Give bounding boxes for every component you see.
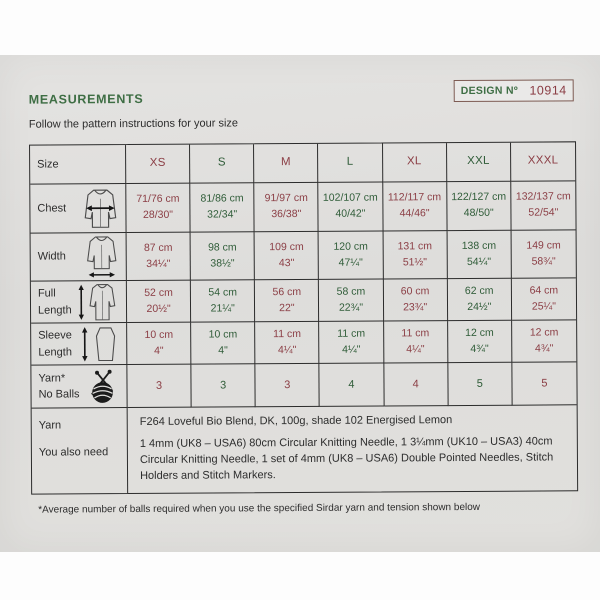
sleeve-length-arrow-icon bbox=[78, 325, 120, 363]
size-col-xs: XS bbox=[126, 145, 190, 184]
full-length-cm-s: 54 cm bbox=[208, 286, 237, 299]
size-header-cell bbox=[30, 145, 126, 185]
you-also-need-text: 1 4mm (UK8 – USA6) 80cm Circular Knitting Needle, 1 3¼mm (UK10 – USA3) 40cm Circular Knitting Needle, 1 set of 4mm (UK8 – USA6) Double Pointed Needles, Stitch Holders and Stitch Markers. bbox=[139, 435, 554, 482]
page-subtitle: Follow the pattern instructions for your size bbox=[28, 117, 239, 131]
width-value-xs bbox=[127, 233, 191, 281]
size-col-s: S bbox=[190, 144, 254, 183]
chest-in-xs: 28/30" bbox=[142, 208, 174, 221]
full-length-in-l: 22¾" bbox=[338, 301, 364, 314]
width-in-s: 38½" bbox=[210, 256, 235, 270]
width-value-xl bbox=[383, 231, 447, 279]
width-value-m bbox=[255, 232, 319, 280]
sleeve-length-value-xxl bbox=[448, 321, 512, 363]
chest-value-xxl bbox=[447, 182, 511, 231]
full-length-row-label-cell bbox=[31, 281, 127, 324]
chest-cm-xxl: 122/127 cm bbox=[451, 190, 507, 204]
width-in-l: 47¼" bbox=[338, 256, 363, 269]
chest-in-m: 36/38" bbox=[271, 207, 302, 221]
full-length-in-m: 22" bbox=[279, 301, 295, 314]
sleeve-cm-xxl: 12 cm bbox=[465, 326, 494, 339]
full-length-value-l bbox=[319, 279, 383, 321]
full-length-cm-xxxl: 64 cm bbox=[529, 284, 559, 297]
design-number-box bbox=[454, 79, 574, 102]
width-cm-xs: 87 cm bbox=[143, 241, 173, 254]
chest-in-l: 40/42" bbox=[335, 207, 366, 220]
width-value-xxxl bbox=[511, 230, 575, 278]
balls-value-xl: 4 bbox=[384, 363, 448, 406]
full-length-row-label: Full Length bbox=[37, 287, 72, 317]
chest-value-xs bbox=[126, 184, 190, 233]
yarn-info-label-cell bbox=[32, 408, 129, 494]
full-length-value-xxxl bbox=[512, 278, 576, 320]
sleeve-length-value-xl bbox=[384, 321, 448, 363]
balls-value-xxl: 5 bbox=[448, 363, 512, 406]
width-value-s bbox=[191, 232, 255, 280]
sleeve-length-row-label-cell bbox=[31, 323, 127, 366]
full-length-in-xxxl: 25¼" bbox=[531, 299, 557, 313]
full-length-value-s bbox=[191, 280, 255, 322]
size-col-xl: XL bbox=[383, 143, 447, 182]
design-number-value: 10914 bbox=[529, 83, 567, 98]
sleeve-length-row-label: Sleeve Length bbox=[38, 329, 72, 359]
chest-cm-xl: 112/117 cm bbox=[387, 191, 442, 204]
sleeve-length-value-l bbox=[320, 321, 384, 363]
width-row-label: Width bbox=[37, 250, 66, 263]
chest-value-s bbox=[190, 183, 254, 232]
sleeve-in-xl: 4¼" bbox=[406, 342, 425, 355]
chest-row-label-cell bbox=[30, 184, 126, 234]
full-length-value-xxl bbox=[448, 279, 512, 321]
page-title: MEASUREMENTS bbox=[28, 91, 144, 107]
width-value-l bbox=[319, 231, 383, 279]
width-in-m: 43" bbox=[278, 256, 295, 269]
chest-in-xxl: 48/50" bbox=[463, 206, 494, 219]
chest-value-m bbox=[255, 183, 319, 232]
sleeve-length-value-xs bbox=[127, 323, 191, 365]
balls-value-m: 3 bbox=[256, 364, 320, 407]
full-length-cm-xl: 60 cm bbox=[400, 284, 430, 298]
sleeve-in-xxxl: 4¾" bbox=[534, 341, 554, 355]
yarn-ball-icon bbox=[84, 367, 120, 405]
chest-row-label: Chest bbox=[37, 202, 67, 215]
you-also-need-label: You also need bbox=[38, 445, 109, 459]
sweater-chest-arrow-icon bbox=[81, 187, 119, 229]
balls-value-xs: 3 bbox=[127, 365, 191, 408]
full-length-in-xs: 20½" bbox=[146, 302, 171, 315]
sleeve-in-l: 4¼" bbox=[342, 343, 361, 356]
sleeve-length-value-m bbox=[255, 322, 319, 364]
chest-cm-l: 102/107 cm bbox=[322, 191, 378, 205]
width-cm-xxl: 138 cm bbox=[461, 239, 497, 252]
sleeve-length-value-s bbox=[191, 322, 255, 364]
yarn-info-content-cell bbox=[128, 405, 578, 493]
design-number-label: DESIGN Nº bbox=[460, 84, 519, 98]
size-col-xxxl: XXXL bbox=[511, 142, 575, 181]
width-cm-l: 120 cm bbox=[333, 240, 368, 253]
chest-in-xl: 44/46" bbox=[399, 207, 430, 220]
sleeve-length-value-xxxl bbox=[512, 320, 576, 362]
sleeve-cm-xs: 10 cm bbox=[144, 328, 174, 341]
paper-sheet bbox=[0, 55, 600, 552]
width-cm-s: 98 cm bbox=[208, 241, 237, 254]
full-length-in-xxl: 24½" bbox=[467, 300, 492, 313]
width-cm-m: 109 cm bbox=[269, 240, 304, 253]
yarn-description: F264 Loveful Bio Blend, DK, 100g, shade 102 Energised Lemon bbox=[139, 414, 453, 428]
full-length-cm-xs: 52 cm bbox=[144, 286, 173, 299]
sweater-full-length-arrow-icon bbox=[76, 282, 120, 322]
balls-value-l: 4 bbox=[320, 363, 384, 406]
width-in-xxxl: 58¾" bbox=[531, 254, 556, 268]
size-col-l: L bbox=[318, 143, 382, 182]
sleeve-in-s: 4" bbox=[218, 343, 228, 357]
yarn-balls-label-line2: No Balls bbox=[38, 388, 80, 401]
yarn-balls-row-label-cell bbox=[31, 365, 127, 409]
sleeve-in-m: 4¼" bbox=[277, 343, 297, 356]
full-length-cm-xxl: 62 cm bbox=[464, 284, 494, 297]
balls-value-s: 3 bbox=[192, 364, 256, 407]
chest-in-s: 32/34" bbox=[207, 208, 238, 221]
measurements-table bbox=[29, 141, 578, 494]
chest-in-xxxl: 52/54" bbox=[528, 206, 559, 219]
chest-cm-m: 91/97 cm bbox=[264, 192, 308, 205]
sleeve-cm-s: 10 cm bbox=[208, 328, 238, 341]
full-length-cm-m: 56 cm bbox=[272, 285, 302, 298]
sleeve-cm-m: 11 cm bbox=[273, 327, 301, 340]
size-header-label: Size bbox=[37, 158, 59, 171]
chest-cm-xs: 71/76 cm bbox=[136, 192, 180, 206]
width-cm-xl: 131 cm bbox=[397, 239, 433, 253]
chest-value-l bbox=[319, 182, 383, 231]
sleeve-in-xs: 4" bbox=[154, 344, 164, 357]
yarn-balls-row-label bbox=[38, 370, 79, 403]
size-col-xxl: XXL bbox=[447, 143, 511, 182]
width-in-xs: 34¼" bbox=[146, 257, 171, 270]
sleeve-cm-xxxl: 12 cm bbox=[529, 326, 559, 339]
yarn-info-label: Yarn bbox=[38, 419, 62, 432]
width-in-xl: 51½" bbox=[402, 255, 428, 268]
full-length-value-xs bbox=[127, 281, 191, 323]
chest-cm-s: 81/86 cm bbox=[200, 192, 244, 205]
sleeve-cm-xl: 11 cm bbox=[401, 326, 430, 340]
chest-cm-xxxl: 132/137 cm bbox=[515, 190, 571, 203]
sweater-width-arrow-icon bbox=[84, 235, 120, 279]
chest-value-xxxl bbox=[511, 181, 575, 230]
yarn-balls-label-line1: Yarn* bbox=[38, 371, 66, 385]
full-length-cm-l: 58 cm bbox=[336, 285, 366, 298]
chest-value-xl bbox=[383, 182, 447, 231]
footnote: *Average number of balls required when you use the specified Sirdar yarn and tension shown below bbox=[38, 501, 481, 516]
sleeve-in-xxl: 4¾" bbox=[470, 342, 489, 355]
full-length-value-m bbox=[255, 280, 319, 322]
full-length-value-xl bbox=[383, 279, 447, 321]
width-row-label-cell bbox=[31, 233, 127, 282]
sleeve-cm-l: 11 cm bbox=[337, 327, 366, 340]
size-col-m: M bbox=[254, 144, 318, 183]
width-in-xxl: 54¼" bbox=[466, 255, 492, 268]
width-cm-xxxl: 149 cm bbox=[526, 239, 561, 252]
balls-value-xxxl: 5 bbox=[512, 362, 576, 405]
width-value-xxl bbox=[447, 231, 511, 279]
full-length-in-s: 21¼" bbox=[210, 301, 235, 315]
full-length-in-xl: 23¾" bbox=[403, 300, 428, 313]
